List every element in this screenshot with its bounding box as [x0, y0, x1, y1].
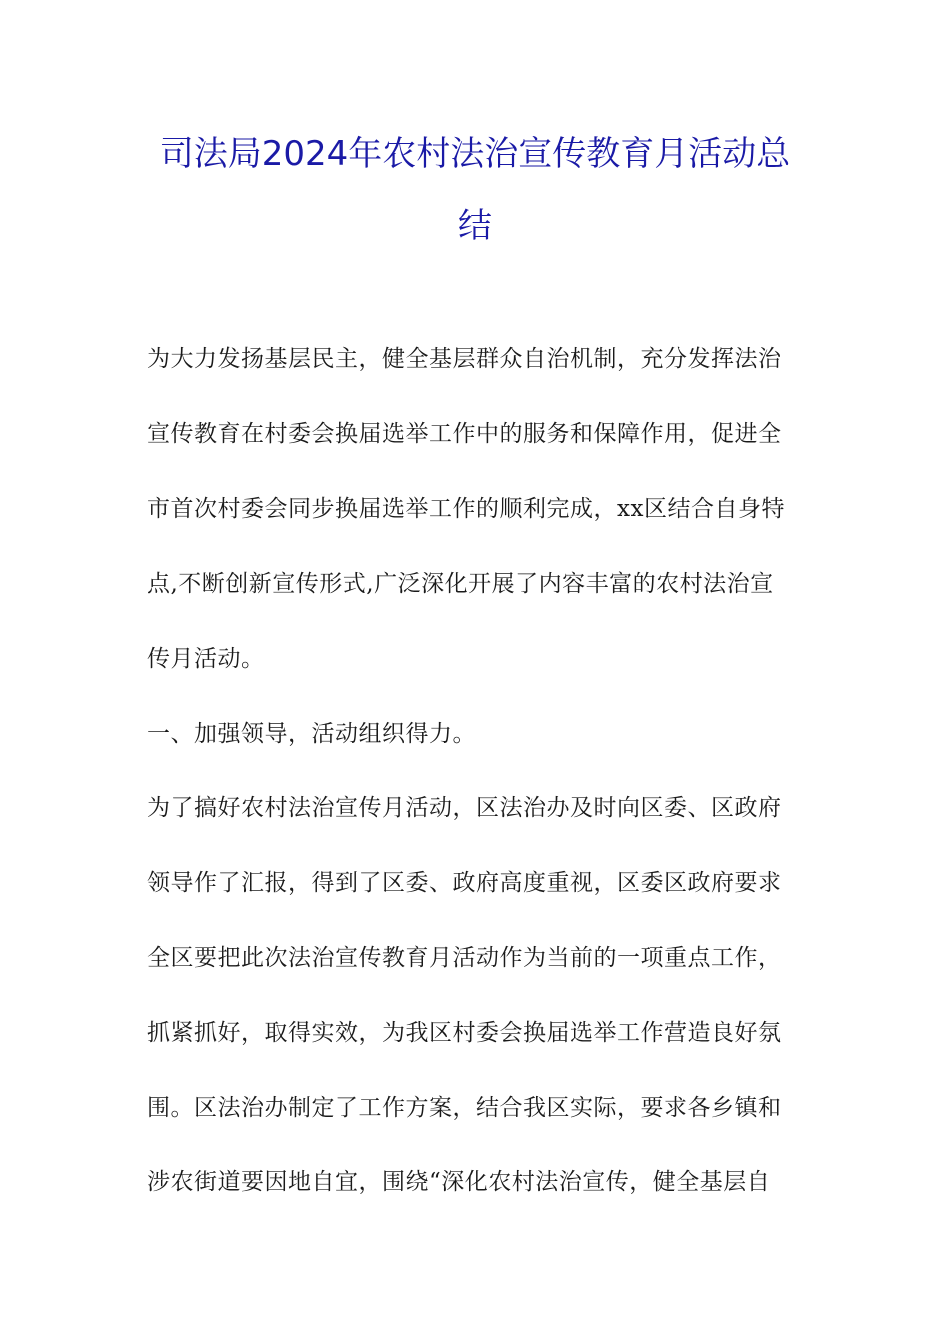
body-line-11: 围。区法治办制定了工作方案，结合我区实际，要求各乡镇和	[147, 1095, 782, 1121]
body-line-9: 全区要把此次法治宣传教育月活动作为当前的一项重点工作，	[147, 945, 782, 971]
body-line-7: 为了搞好农村法治宣传月活动，区法治办及时向区委、区政府	[147, 795, 782, 821]
body-line-10: 抓紧抓好，取得实效，为我区村委会换届选举工作营造良好氛	[147, 1020, 782, 1046]
document-title-line-2: 结	[458, 206, 492, 246]
document-title-line-1: 司法局2024年农村法治宣传教育月活动总	[159, 134, 791, 174]
body-line-3: 市首次村委会同步换届选举工作的顺利完成，xx区结合自身特	[147, 496, 785, 522]
section-heading-1: 一、加强领导，活动组织得力。	[147, 721, 476, 747]
body-line-1: 为大力发扬基层民主，健全基层群众自治机制，充分发挥法治	[147, 346, 782, 372]
body-line-2: 宣传教育在村委会换届选举工作中的服务和保障作用，促进全	[147, 421, 782, 447]
body-line-8: 领导作了汇报，得到了区委、政府高度重视，区委区政府要求	[147, 870, 782, 896]
body-line-4: 点,不断创新宣传形式,广泛深化开展了内容丰富的农村法治宣	[147, 571, 774, 597]
body-line-5: 传月活动。	[147, 646, 265, 672]
body-line-12: 涉农街道要因地自宜，围绕“深化农村法治宣传，健全基层自	[147, 1169, 771, 1195]
